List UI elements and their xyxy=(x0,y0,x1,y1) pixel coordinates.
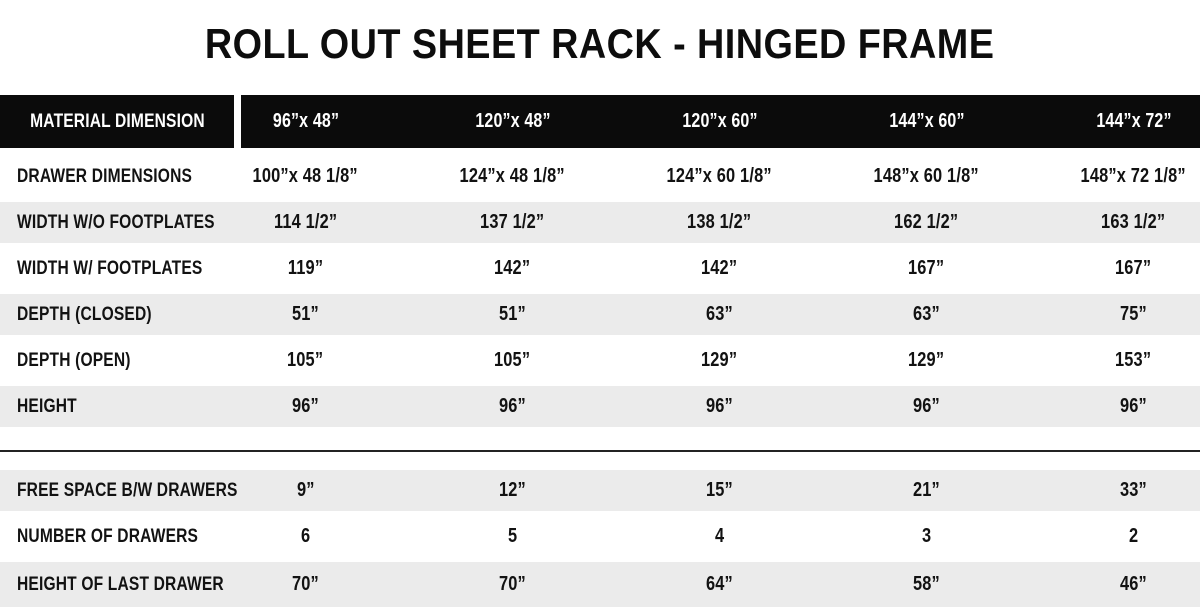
value-text: 153” xyxy=(1115,349,1152,371)
value-text: 96” xyxy=(1120,395,1147,417)
value-cell xyxy=(616,386,823,427)
value-text: 124”x 60 1/8” xyxy=(666,165,773,187)
value-text: 96” xyxy=(292,395,319,417)
value-text: 163 1/2” xyxy=(1101,211,1166,233)
value-cell xyxy=(823,340,1030,381)
header-vertical-divider xyxy=(234,95,241,148)
value-text: 51” xyxy=(499,303,526,325)
value-text: 96” xyxy=(499,395,526,417)
value-text: 119” xyxy=(287,257,324,279)
value-cell xyxy=(823,470,1030,511)
row-label-cell xyxy=(0,202,215,243)
value-cell xyxy=(409,156,616,197)
value-cell xyxy=(823,562,1030,607)
value-cell xyxy=(616,340,823,381)
header-col-text: 120”x 60” xyxy=(682,110,758,132)
value-text: 75” xyxy=(1120,303,1147,325)
row-label-text: WIDTH W/O FOOTPLATES xyxy=(17,211,215,233)
value-text: 70” xyxy=(292,573,319,595)
value-text: 167” xyxy=(908,257,945,279)
value-cell xyxy=(1030,156,1200,197)
value-cell xyxy=(409,562,616,607)
value-text: 148”x 72 1/8” xyxy=(1080,165,1187,187)
value-cell xyxy=(202,340,409,381)
value-cell xyxy=(202,248,409,289)
header-col-text: 96”x 48” xyxy=(272,110,340,132)
value-text: 9” xyxy=(296,479,315,501)
row-label-text: WIDTH W/ FOOTPLATES xyxy=(17,257,203,279)
value-cell xyxy=(409,340,616,381)
value-cell xyxy=(1030,294,1200,335)
value-text: 148”x 60 1/8” xyxy=(873,165,980,187)
header-col-text: 144”x 60” xyxy=(889,110,965,132)
value-cell xyxy=(616,156,823,197)
table-row xyxy=(0,386,1200,427)
value-text: 105” xyxy=(287,349,324,371)
value-cell xyxy=(409,202,616,243)
value-cell xyxy=(616,516,823,557)
row-label-text: DEPTH (OPEN) xyxy=(17,349,131,371)
header-cell-size-1 xyxy=(265,95,348,148)
value-text: 15” xyxy=(706,479,733,501)
value-text: 142” xyxy=(494,257,531,279)
header-col-text: 144”x 72” xyxy=(1096,110,1172,132)
value-cell xyxy=(202,516,409,557)
header-label-text: MATERIAL DIMENSION xyxy=(29,110,205,132)
row-label-text: DEPTH (CLOSED) xyxy=(17,303,152,325)
value-cell xyxy=(409,470,616,511)
value-cell xyxy=(823,294,1030,335)
value-text: 129” xyxy=(908,349,945,371)
value-text: 4 xyxy=(714,525,725,547)
value-cell xyxy=(202,562,409,607)
table-row xyxy=(0,248,1200,289)
value-text: 12” xyxy=(499,479,526,501)
value-text: 63” xyxy=(706,303,733,325)
value-text: 96” xyxy=(706,395,733,417)
row-label-cell xyxy=(0,248,202,289)
row-label-cell xyxy=(0,516,202,557)
section-divider-line xyxy=(0,450,1200,452)
value-cell xyxy=(1030,386,1200,427)
header-cell-size-5 xyxy=(1087,95,1181,148)
table-row xyxy=(0,562,1200,607)
row-label-cell xyxy=(0,294,202,335)
value-cell xyxy=(202,156,409,197)
row-label-text: DRAWER DIMENSIONS xyxy=(17,165,193,187)
value-cell xyxy=(1030,470,1200,511)
value-text: 63” xyxy=(913,303,940,325)
header-cell-size-3 xyxy=(673,95,767,148)
value-cell xyxy=(616,202,823,243)
value-text: 96” xyxy=(913,395,940,417)
value-cell xyxy=(409,294,616,335)
value-cell xyxy=(616,248,823,289)
row-label-text: NUMBER OF DRAWERS xyxy=(17,525,199,547)
row-label-cell xyxy=(0,340,202,381)
table-row xyxy=(0,294,1200,335)
value-cell xyxy=(823,156,1030,197)
header-cell-material-dimension xyxy=(0,95,234,148)
value-text: 2 xyxy=(1128,525,1139,547)
value-text: 33” xyxy=(1120,479,1147,501)
header-cell-size-2 xyxy=(466,95,560,148)
value-text: 51” xyxy=(292,303,319,325)
value-cell xyxy=(1030,248,1200,289)
value-cell xyxy=(616,294,823,335)
value-text: 142” xyxy=(701,257,738,279)
value-text: 70” xyxy=(499,573,526,595)
table-row xyxy=(0,202,1200,243)
row-label-text: HEIGHT OF LAST DRAWER xyxy=(17,573,224,595)
value-cell xyxy=(823,248,1030,289)
table-row xyxy=(0,340,1200,381)
value-cell xyxy=(1030,516,1200,557)
value-cell xyxy=(202,294,409,335)
row-label-text: FREE SPACE B/W DRAWERS xyxy=(17,479,238,501)
page-title xyxy=(0,20,1200,68)
table-row xyxy=(0,156,1200,197)
page-title-text: ROLL OUT SHEET RACK - HINGED FRAME xyxy=(205,20,995,67)
value-text: 114 1/2” xyxy=(273,211,338,233)
value-text: 64” xyxy=(706,573,733,595)
value-cell xyxy=(823,386,1030,427)
value-text: 129” xyxy=(701,349,738,371)
value-cell xyxy=(409,516,616,557)
value-text: 162 1/2” xyxy=(894,211,959,233)
row-label-cell xyxy=(0,156,202,197)
value-text: 6 xyxy=(300,525,311,547)
value-cell xyxy=(616,562,823,607)
value-cell xyxy=(823,202,1030,243)
value-cell xyxy=(823,516,1030,557)
value-text: 46” xyxy=(1120,573,1147,595)
table-body-main xyxy=(0,156,1200,432)
row-label-cell xyxy=(0,562,224,607)
value-text: 138 1/2” xyxy=(687,211,752,233)
row-label-text: HEIGHT xyxy=(17,395,77,417)
value-text: 105” xyxy=(494,349,531,371)
table-header-row xyxy=(0,95,1200,148)
value-text: 5 xyxy=(507,525,518,547)
value-cell xyxy=(1030,562,1200,607)
value-cell xyxy=(616,470,823,511)
table-body-secondary xyxy=(0,470,1200,607)
value-text: 100”x 48 1/8” xyxy=(252,165,359,187)
row-label-cell xyxy=(0,386,202,427)
table-row xyxy=(0,470,1200,511)
value-text: 21” xyxy=(913,479,940,501)
value-cell xyxy=(202,386,409,427)
value-cell xyxy=(202,202,409,243)
header-cell-size-4 xyxy=(880,95,974,148)
value-text: 58” xyxy=(913,573,940,595)
value-cell xyxy=(1030,340,1200,381)
table-row xyxy=(0,516,1200,557)
value-cell xyxy=(409,248,616,289)
value-cell xyxy=(409,386,616,427)
value-cell xyxy=(1030,202,1200,243)
value-text: 137 1/2” xyxy=(480,211,545,233)
header-col-text: 120”x 48” xyxy=(475,110,551,132)
row-label-cell xyxy=(0,470,238,511)
value-text: 124”x 48 1/8” xyxy=(459,165,566,187)
value-text: 3 xyxy=(921,525,932,547)
value-text: 167” xyxy=(1115,257,1152,279)
